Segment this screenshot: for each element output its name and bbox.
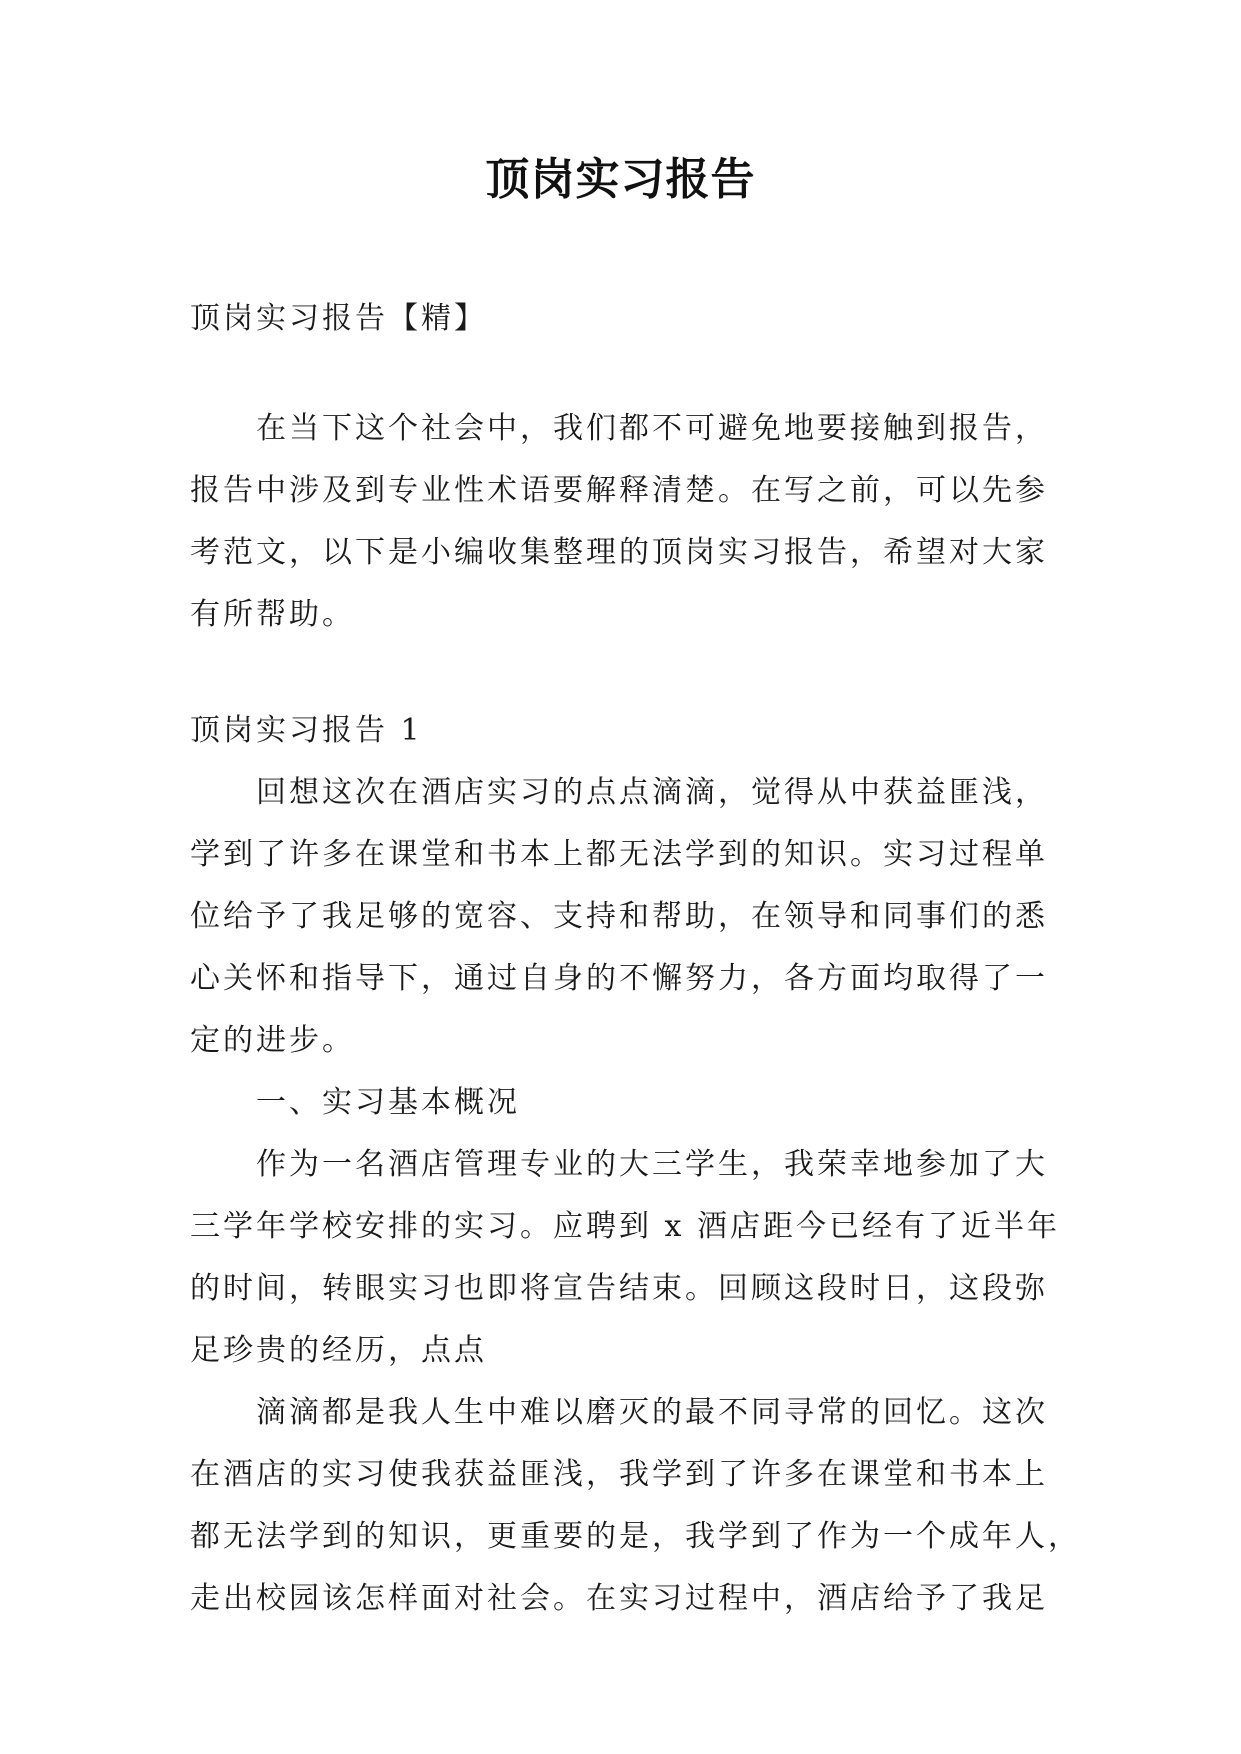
intro-line: 报告中涉及到专业性术语要解释清楚。在写之前，可以先参 [190, 473, 1048, 508]
body-line: 滴滴都是我人生中难以磨灭的最不同寻常的回忆。这次 [256, 1395, 1048, 1430]
document-subtitle [190, 288, 1070, 350]
subtitle-text: 顶岗实习报告【精】 [190, 301, 487, 336]
intro-line: 有所帮助。 [190, 597, 355, 632]
intro-line: 考范文，以下是小编收集整理的顶岗实习报告，希望对大家 [190, 535, 1048, 570]
body-line: 位给予了我足够的宽容、支持和帮助，在领导和同事们的悉 [190, 899, 1048, 934]
body-line: 足珍贵的经历，点点 [190, 1333, 487, 1368]
body-line: 的时间，转眼实习也即将宣告结束。回顾这段时日，这段弥 [190, 1271, 1048, 1306]
section-1 [190, 700, 1081, 1630]
body-line: 都无法学到的知识，更重要的是，我学到了作为一个成年人， [190, 1519, 1081, 1554]
body-line: 学到了许多在课堂和书本上都无法学到的知识。实习过程单 [190, 837, 1048, 872]
intro-paragraph [190, 398, 1070, 646]
body-line: 在酒店的实习使我获益匪浅，我学到了许多在课堂和书本上 [190, 1457, 1048, 1492]
subheading: 一、实习基本概况 [256, 1085, 520, 1120]
body-line: 三学年学校安排的实习。应聘到 x 酒店距今已经有了近半年 [190, 1209, 1060, 1244]
body-line: 作为一名酒店管理专业的大三学生，我荣幸地参加了大 [256, 1147, 1048, 1182]
body-line: 走出校园该怎样面对社会。在实习过程中，酒店给予了我足 [190, 1581, 1048, 1616]
body-line: 定的进步。 [190, 1023, 355, 1058]
body-line: 心关怀和指导下，通过自身的不懈努力，各方面均取得了一 [190, 961, 1048, 996]
document-title: 顶岗实习报告 [485, 154, 756, 205]
intro-line: 在当下这个社会中，我们都不可避免地要接触到报告， [256, 411, 1048, 446]
section-heading: 顶岗实习报告 1 [190, 713, 423, 748]
body-line: 回想这次在酒店实习的点点滴滴，觉得从中获益匪浅， [256, 775, 1048, 810]
